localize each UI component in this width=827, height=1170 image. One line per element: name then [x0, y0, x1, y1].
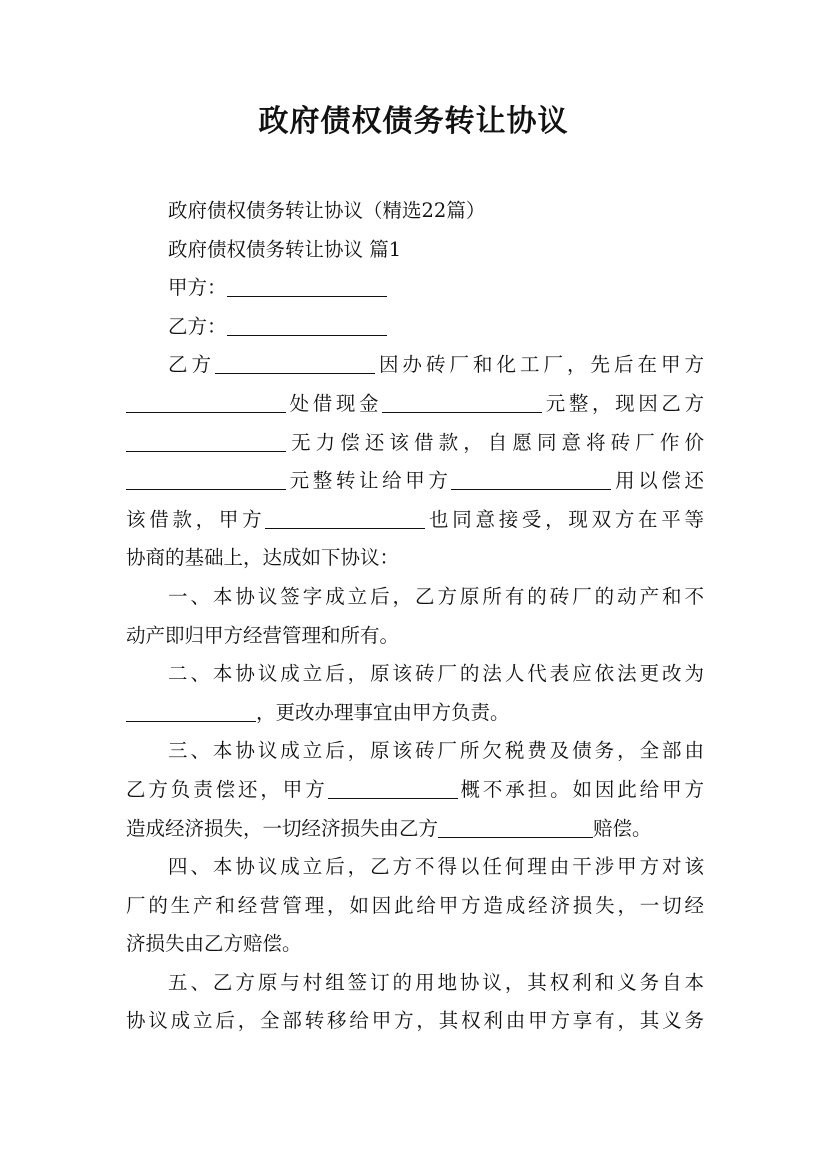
text-line: [126, 424, 704, 463]
text-fragment: 赔偿。: [593, 816, 652, 840]
party-a-blank: [227, 276, 387, 297]
party-a-line: [126, 269, 704, 308]
text-line: [126, 810, 704, 849]
clause-3: [126, 732, 704, 848]
text-fragment: 无力偿还该借款，自愿同意将砖厂作价: [286, 430, 704, 454]
text-line: 动产即归甲方经营管理和所有。: [126, 623, 400, 647]
fill-blank: [126, 701, 256, 722]
text-line: 协议成立后，全部转移给甲方，其权利由甲方享有，其义务: [126, 1009, 704, 1033]
section-heading: 政府债权债务转让协议 篇1: [168, 237, 402, 261]
text-line: [126, 346, 704, 385]
text-line: 二、本协议成立后，原该砖厂的法人代表应依法更改为: [168, 662, 704, 686]
text-line: [126, 771, 704, 810]
text-line: [126, 462, 704, 501]
clause-4: [126, 848, 704, 964]
text-line: 厂的生产和经营管理，如因此给甲方造成经济损失，一切经: [126, 893, 704, 917]
document-body: [126, 192, 704, 1041]
fill-blank: [451, 469, 611, 490]
fill-blank: [265, 508, 425, 529]
text-fragment: 处借现金: [286, 391, 383, 415]
text-line: [126, 501, 704, 540]
clause-2: [126, 655, 704, 732]
text-line: 五、乙方原与村组签订的用地协议，其权利和义务自本: [168, 970, 704, 994]
text-fragment: 造成经济损失，一切经济损失由乙方: [126, 816, 439, 840]
paragraph-preamble: [126, 346, 704, 578]
text-line: 四、本协议成立后，乙方不得以任何理由干涉甲方对该: [168, 855, 704, 879]
text-line: 协商的基础上，达成如下协议：: [126, 546, 400, 570]
text-fragment: ，更改办理事宜由甲方负责。: [256, 700, 510, 724]
clause-1: [126, 578, 704, 655]
intro-line: 政府债权债务转让协议（精选22篇）: [168, 199, 486, 222]
text-fragment: 乙方负责偿还，甲方: [126, 777, 328, 801]
fill-blank: [215, 353, 375, 374]
text-fragment: 用以偿还: [611, 469, 704, 493]
party-a-label: 甲方：: [168, 276, 227, 300]
text-line: 三、本协议成立后，原该砖厂所欠税费及债务，全部由: [168, 739, 704, 763]
party-b-label: 乙方：: [168, 314, 227, 338]
text-fragment: 元整，现因乙方: [542, 391, 704, 415]
text-fragment: 概不承担。如因此给甲方: [457, 777, 704, 801]
fill-blank: [438, 817, 593, 838]
party-b-blank: [227, 315, 387, 336]
document-title: 政府债权债务转让协议: [258, 104, 569, 139]
fill-blank: [328, 778, 458, 799]
fill-blank: [126, 431, 286, 452]
text-line: [126, 385, 704, 424]
text-fragment: 乙方: [168, 353, 215, 377]
text-fragment: 也同意接受，现双方在平等: [425, 507, 704, 531]
text-line: 一、本协议签字成立后，乙方原所有的砖厂的动产和不: [168, 584, 704, 608]
text-line: 济损失由乙方赔偿。: [126, 932, 302, 956]
text-fragment: 元整转让给甲方: [286, 469, 452, 493]
fill-blank: [126, 392, 286, 413]
party-b-line: [126, 308, 704, 347]
clause-5: [126, 964, 704, 1041]
text-fragment: 因办砖厂和化工厂，先后在甲方: [375, 353, 704, 377]
fill-blank: [382, 392, 542, 413]
fill-blank: [126, 469, 286, 490]
text-line: [126, 694, 704, 733]
text-fragment: 该借款，甲方: [126, 507, 266, 531]
